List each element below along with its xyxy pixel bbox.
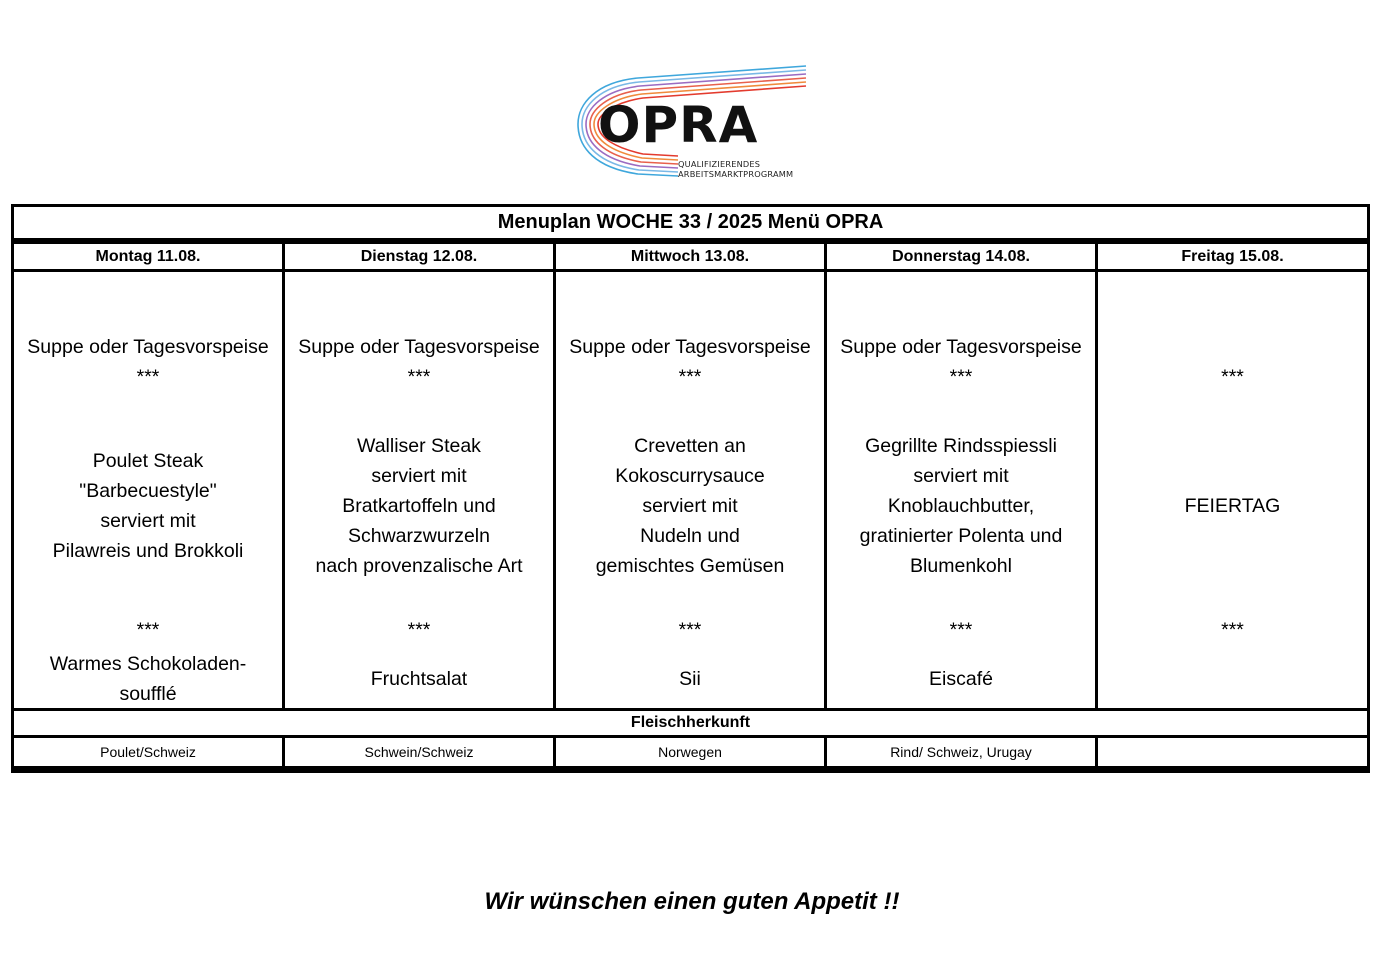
logo-subtitle-line-1: QUALIFIZIERENDES <box>678 159 761 169</box>
meat-origin-monday: Poulet/Schweiz <box>14 738 282 766</box>
main-course <box>827 431 1095 581</box>
menu-cell-wednesday <box>556 272 824 708</box>
separator: *** <box>949 619 973 641</box>
day-header-monday: Montag 11.08. <box>14 244 282 269</box>
separator: *** <box>1221 366 1244 388</box>
menu-cell-friday <box>1098 272 1367 708</box>
dessert-text: Fruchtsalat <box>370 668 468 690</box>
meat-origin-friday <box>1098 738 1367 766</box>
separator: *** <box>136 366 160 388</box>
main-course <box>285 431 553 581</box>
logo-wordmark: OPRA <box>598 96 759 154</box>
dessert <box>827 649 1095 708</box>
menu-title: Menuplan WOCHE 33 / 2025 Menü OPRA <box>11 204 1370 241</box>
separator: *** <box>1221 619 1244 641</box>
meat-origin-header: Fleischherkunft <box>14 711 1367 735</box>
dessert <box>1098 649 1367 708</box>
separator: *** <box>949 366 973 388</box>
main-course-text: Gegrillte Rindsspiessli serviert mit Knoblauchbutter, gratinierter Polenta und Blumenkohl <box>859 435 1063 577</box>
menu-cell-monday <box>14 272 282 708</box>
menu-table <box>11 241 1370 773</box>
separator: *** <box>678 619 702 641</box>
dessert-text: Eiscafé <box>929 668 993 690</box>
dessert <box>14 649 282 708</box>
logo-subtitle-line-2: ARBEITSMARKTPROGRAMM <box>678 169 794 179</box>
soup-option: Suppe oder Tagesvorspeise <box>27 336 269 358</box>
dessert-text: Warmes Schokoladen- soufflé <box>49 653 247 705</box>
main-course-text: Walliser Steak serviert mit Bratkartoffeln und Schwarzwurzeln nach provenzalische Art <box>315 435 523 577</box>
separator: *** <box>678 366 702 388</box>
separator: *** <box>407 619 431 641</box>
menu-cell-thursday <box>827 272 1095 708</box>
soup-option: Suppe oder Tagesvorspeise <box>840 336 1082 358</box>
main-course-text: Crevetten an Kokoscurrysauce serviert mit Nudeln und gemischtes Gemüsen <box>595 435 785 577</box>
menu-cell-tuesday <box>285 272 553 708</box>
holiday-text: FEIERTAG <box>1184 495 1281 517</box>
meat-origin-thursday: Rind/ Schweiz, Urugay <box>827 738 1095 766</box>
separator: *** <box>136 619 160 641</box>
meat-origin-tuesday: Schwein/Schweiz <box>285 738 553 766</box>
closing-message: Wir wünschen einen guten Appetit !! <box>484 888 900 915</box>
opra-logo <box>576 64 810 184</box>
day-header-thursday: Donnerstag 14.08. <box>827 244 1095 269</box>
day-header-tuesday: Dienstag 12.08. <box>285 244 553 269</box>
dessert <box>556 649 824 708</box>
main-course-text: Poulet Steak "Barbecuestyle" serviert mit Pilawreis und Brokkoli <box>52 450 244 562</box>
day-header-wednesday: Mittwoch 13.08. <box>556 244 824 269</box>
soup-option: Suppe oder Tagesvorspeise <box>298 336 540 358</box>
dessert-text: Sii <box>679 668 701 690</box>
main-course <box>14 431 282 581</box>
main-course <box>556 431 824 581</box>
day-header-friday: Freitag 15.08. <box>1098 244 1367 269</box>
holiday-label <box>1098 431 1367 581</box>
logo-subtitle <box>678 159 793 179</box>
meat-origin-wednesday: Norwegen <box>556 738 824 766</box>
soup-option: Suppe oder Tagesvorspeise <box>569 336 811 358</box>
separator: *** <box>407 366 431 388</box>
dessert <box>285 649 553 708</box>
